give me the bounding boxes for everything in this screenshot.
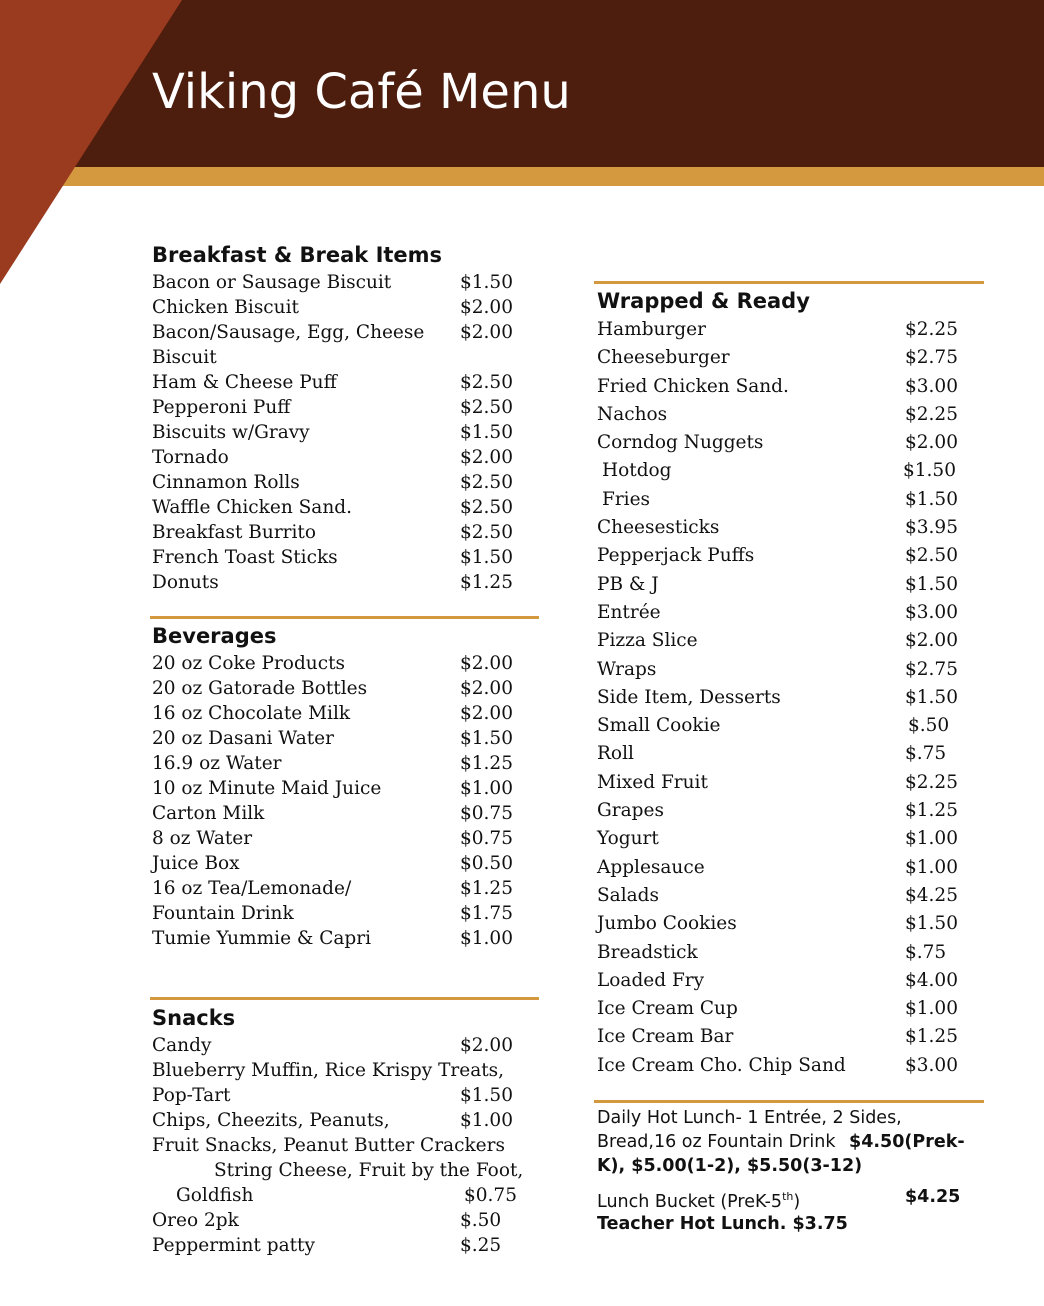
menu-item-name: Pepperjack Puffs (597, 545, 755, 567)
wrapped-title: Wrapped & Ready (597, 289, 810, 313)
menu-item (152, 545, 542, 570)
menu-item (597, 627, 987, 655)
menu-item (152, 901, 542, 926)
menu-item-price: $1.25 (460, 878, 513, 899)
menu-item-name: Yogurt (597, 828, 659, 850)
menu-item (152, 926, 542, 951)
menu-item-price: $2.00 (460, 1035, 513, 1056)
lunch-bucket-label (597, 1192, 800, 1212)
menu-item-price: $1.25 (460, 572, 513, 593)
menu-item-name: Ice Cream Cho. Chip Sand (597, 1054, 846, 1076)
menu-item-name: PB & J (597, 573, 659, 595)
menu-item (597, 457, 987, 485)
menu-item (152, 751, 542, 776)
menu-item (152, 270, 542, 295)
menu-item-name: 16 oz Tea/Lemonade/ (152, 878, 352, 899)
menu-item-name: Fountain Drink (152, 903, 294, 924)
menu-item (597, 797, 987, 825)
menu-item-price: $1.00 (905, 856, 958, 878)
menu-item-price: $1.50 (905, 488, 958, 510)
menu-item-name: Entrée (597, 601, 661, 623)
menu-item-name: Cheesesticks (597, 517, 720, 539)
menu-item-name: Pepperoni Puff (152, 397, 291, 418)
menu-item-price: $.25 (460, 1235, 502, 1256)
menu-item-name: French Toast Sticks (152, 547, 338, 568)
daily-lunch-line2-text: Bread,16 oz Fountain Drink (597, 1132, 836, 1152)
menu-item-name: 20 oz Gatorade Bottles (152, 678, 368, 699)
menu-item (597, 542, 987, 570)
menu-item (152, 1158, 542, 1183)
menu-item-price: $2.25 (905, 403, 958, 425)
menu-item (597, 1052, 987, 1080)
menu-item-price: $1.00 (905, 998, 958, 1020)
menu-item-price: $1.25 (905, 1026, 958, 1048)
menu-item-price: $2.00 (460, 447, 513, 468)
menu-item-price: $1.50 (905, 573, 958, 595)
menu-item (597, 769, 987, 797)
menu-item-price: $3.00 (905, 1054, 958, 1076)
header-gold-stripe (0, 167, 1044, 186)
menu-item-price: $2.25 (905, 771, 958, 793)
beverages-items (152, 651, 542, 951)
menu-item-price: $1.50 (905, 686, 958, 708)
menu-item (152, 1083, 542, 1108)
menu-item (152, 676, 542, 701)
menu-item-price: $1.50 (903, 460, 956, 482)
menu-item-name: Hotdog (602, 460, 672, 482)
menu-item-name: Breadstick (597, 941, 698, 963)
menu-item-name: Pop-Tart (152, 1085, 231, 1106)
snacks-items (152, 1033, 542, 1258)
wrapped-divider (594, 281, 984, 284)
menu-item-price: $2.50 (460, 522, 513, 543)
menu-item-name: Fries (602, 488, 651, 510)
menu-item-name: Pizza Slice (597, 630, 698, 652)
menu-item-name: 20 oz Dasani Water (152, 728, 334, 749)
menu-item-name: Bacon/Sausage, Egg, Cheese (152, 322, 425, 343)
breakfast-items (152, 270, 542, 595)
menu-item-name: Blueberry Muffin, Rice Krispy Treats, (152, 1060, 505, 1081)
menu-item-price: $1.25 (905, 800, 958, 822)
menu-item (152, 395, 542, 420)
lunch-bucket-close: ) (793, 1191, 801, 1212)
beverages-title: Beverages (152, 624, 277, 648)
menu-item-name: 16.9 oz Water (152, 753, 282, 774)
menu-item (152, 570, 542, 595)
menu-item-price: $2.75 (905, 347, 958, 369)
snacks-title: Snacks (152, 1006, 236, 1030)
teacher-hot-lunch: Teacher Hot Lunch. $3.75 (597, 1214, 848, 1234)
menu-item-name: Candy (152, 1035, 212, 1056)
menu-item-name: Donuts (152, 572, 219, 593)
menu-item (152, 370, 542, 395)
menu-item-name: Side Item, Desserts (597, 686, 781, 708)
wrapped-items (597, 316, 987, 1080)
menu-item-name: 20 oz Coke Products (152, 653, 345, 674)
menu-item-price: $2.50 (460, 497, 513, 518)
menu-item (597, 344, 987, 372)
menu-item (152, 420, 542, 445)
menu-item-name: Breakfast Burrito (152, 522, 316, 543)
lunch-bucket-row (597, 1182, 997, 1212)
menu-item-name: Tornado (152, 447, 229, 468)
menu-item-name: Mixed Fruit (597, 771, 708, 793)
menu-item (597, 316, 987, 344)
breakfast-section (152, 240, 542, 595)
menu-item-price: $2.75 (905, 658, 958, 680)
menu-item-name: Ice Cream Cup (597, 998, 738, 1020)
menu-item-price: $2.50 (460, 372, 513, 393)
menu-item-name: Cinnamon Rolls (152, 472, 300, 493)
menu-item-price: $0.75 (464, 1185, 517, 1206)
menu-item (597, 910, 987, 938)
menu-item-price: $4.25 (905, 884, 958, 906)
menu-item-name: Carton Milk (152, 803, 265, 824)
menu-item (597, 429, 987, 457)
menu-item (152, 701, 542, 726)
daily-lunch-line3: K), $5.00(1-2), $5.50(3-12) (597, 1156, 863, 1176)
menu-item-price: $1.50 (460, 728, 513, 749)
menu-item-name: Tumie Yummie & Capri (152, 928, 372, 949)
menu-item-price: $.50 (908, 715, 950, 737)
menu-item-name: Ice Cream Bar (597, 1026, 734, 1048)
menu-item (152, 876, 542, 901)
menu-item (152, 345, 542, 370)
menu-item-name: 16 oz Chocolate Milk (152, 703, 351, 724)
menu-item-name: Ham & Cheese Puff (152, 372, 337, 393)
menu-item-price: $2.00 (460, 653, 513, 674)
menu-item (597, 373, 987, 401)
menu-item-name: Cheeseburger (597, 347, 730, 369)
menu-item-name: Peppermint patty (152, 1235, 315, 1256)
menu-item-name: Juice Box (152, 853, 240, 874)
menu-item-price: $2.00 (905, 432, 958, 454)
daily-lunch-price: $4.50(Prek- (849, 1132, 965, 1152)
menu-item-name: Oreo 2pk (152, 1210, 239, 1231)
menu-item (597, 401, 987, 429)
menu-item (152, 495, 542, 520)
menu-item (152, 1183, 542, 1208)
menu-item-price: $3.95 (905, 517, 958, 539)
menu-item-price: $2.00 (460, 678, 513, 699)
menu-item-name: Jumbo Cookies (597, 913, 737, 935)
menu-item-price: $1.50 (905, 913, 958, 935)
menu-item-price: $2.25 (905, 319, 958, 340)
menu-item-price: $3.00 (905, 375, 958, 397)
menu-item-price: $2.00 (460, 703, 513, 724)
snacks-section (152, 1003, 542, 1258)
menu-item (597, 967, 987, 995)
menu-item-name: Chicken Biscuit (152, 297, 299, 318)
menu-item (152, 1208, 542, 1233)
menu-item-price: $1.00 (460, 1110, 513, 1131)
menu-item-name: Salads (597, 884, 659, 906)
menu-item-name: Goldfish (176, 1185, 254, 1206)
menu-item (152, 1058, 542, 1083)
menu-item-name: Applesauce (597, 856, 705, 878)
menu-item-name: 8 oz Water (152, 828, 253, 849)
menu-item (152, 776, 542, 801)
menu-item-name: Corndog Nuggets (597, 432, 764, 454)
menu-item-price: $4.00 (905, 969, 958, 991)
menu-item-name: Fried Chicken Sand. (597, 375, 789, 397)
menu-item (597, 882, 987, 910)
menu-item-price: $2.50 (905, 545, 958, 567)
menu-item (152, 651, 542, 676)
menu-item-name: 10 oz Minute Maid Juice (152, 778, 382, 799)
menu-item-price: $.75 (905, 743, 947, 765)
menu-item-name: String Cheese, Fruit by the Foot, (214, 1160, 524, 1181)
menu-item (152, 295, 542, 320)
page-title: Viking Café Menu (152, 64, 571, 120)
menu-item (152, 520, 542, 545)
menu-item-price: $1.50 (460, 1085, 513, 1106)
menu-item-name: Roll (597, 743, 634, 765)
menu-item (152, 851, 542, 876)
menu-item-price: $3.00 (905, 601, 958, 623)
daily-lunch-section (597, 1106, 997, 1236)
menu-item (152, 1033, 542, 1058)
menu-item-price: $.75 (905, 941, 947, 963)
menu-item-name: Waffle Chicken Sand. (152, 497, 352, 518)
menu-item-name: Fruit Snacks, Peanut Butter Crackers (152, 1135, 505, 1156)
menu-item (597, 571, 987, 599)
menu-item (597, 684, 987, 712)
wrapped-section (597, 286, 987, 1080)
menu-item (152, 1233, 542, 1258)
menu-item-price: $0.75 (460, 803, 513, 824)
daily-lunch-line2 (597, 1130, 997, 1154)
menu-item (597, 712, 987, 740)
menu-item-name: Hamburger (597, 319, 706, 340)
lunch-bucket-sup: th (782, 1190, 794, 1203)
menu-item-price: $1.00 (460, 778, 513, 799)
menu-item (597, 854, 987, 882)
menu-item (597, 656, 987, 684)
menu-item-price: $1.00 (460, 928, 513, 949)
menu-item-price: $2.00 (905, 630, 958, 652)
menu-item (597, 599, 987, 627)
menu-item-price: $1.75 (460, 903, 513, 924)
menu-item (597, 1023, 987, 1051)
menu-item-price: $0.75 (460, 828, 513, 849)
menu-item-price: $2.50 (460, 397, 513, 418)
menu-item (597, 939, 987, 967)
menu-item-price: $.50 (460, 1210, 502, 1231)
menu-item-price: $2.00 (460, 297, 513, 318)
menu-item (597, 825, 987, 853)
menu-item (152, 726, 542, 751)
menu-item-name: Biscuits w/Gravy (152, 422, 310, 443)
beverages-divider (150, 616, 539, 619)
menu-item-name: Wraps (597, 658, 657, 680)
menu-item-name: Biscuit (152, 347, 217, 368)
menu-item (152, 1133, 542, 1158)
menu-item-name: Grapes (597, 800, 664, 822)
menu-item-name: Bacon or Sausage Biscuit (152, 272, 392, 293)
menu-item (152, 1108, 542, 1133)
menu-item (597, 995, 987, 1023)
menu-item-price: $1.00 (905, 828, 958, 850)
daily-lunch-divider (594, 1100, 984, 1103)
menu-item-name: Loaded Fry (597, 969, 705, 991)
breakfast-title: Breakfast & Break Items (152, 243, 443, 267)
menu-item-price: $1.50 (460, 272, 513, 293)
menu-item-price: $2.50 (460, 472, 513, 493)
menu-item (152, 445, 542, 470)
menu-item-name: Nachos (597, 403, 668, 425)
menu-item-price: $1.50 (460, 422, 513, 443)
menu-item (152, 801, 542, 826)
lunch-bucket-label-text: Lunch Bucket (PreK-5 (597, 1191, 783, 1212)
menu-item (597, 486, 987, 514)
lunch-bucket-price: $4.25 (905, 1187, 961, 1207)
menu-item (152, 826, 542, 851)
menu-item (597, 740, 987, 768)
menu-item (152, 470, 542, 495)
menu-item (152, 320, 542, 345)
menu-item-price: $2.00 (460, 322, 513, 343)
beverages-section (152, 621, 542, 951)
menu-item-name: Chips, Cheezits, Peanuts, (152, 1110, 390, 1131)
menu-item (597, 514, 987, 542)
daily-lunch-line1: Daily Hot Lunch- 1 Entrée, 2 Sides, (597, 1108, 902, 1128)
menu-item-price: $1.25 (460, 753, 513, 774)
menu-item-price: $1.50 (460, 547, 513, 568)
menu-item-name: Small Cookie (597, 715, 721, 737)
snacks-divider (150, 997, 539, 1000)
menu-item-price: $0.50 (460, 853, 513, 874)
